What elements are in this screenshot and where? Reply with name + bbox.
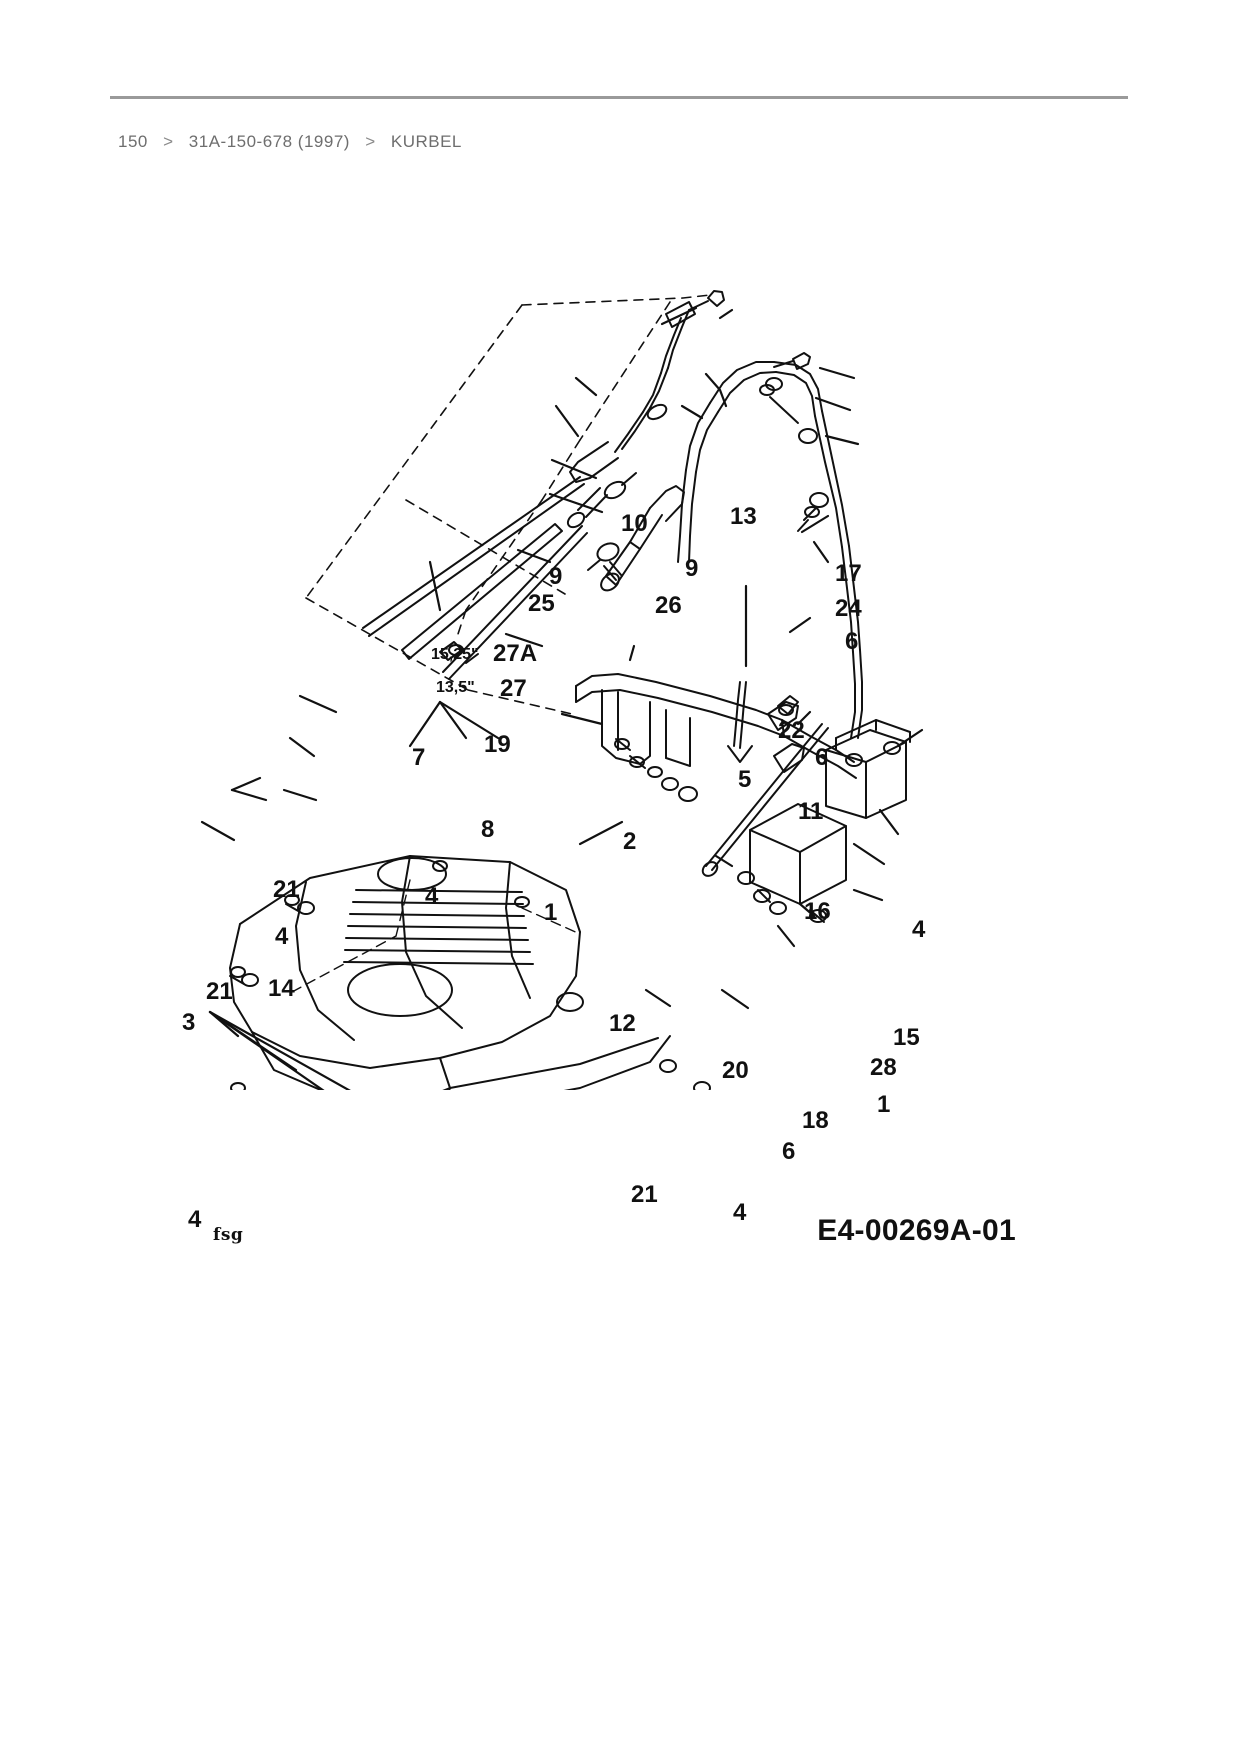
callout-1[interactable]: 1 (877, 1091, 891, 1118)
callout-15[interactable]: 15 (893, 1024, 920, 1051)
callout-4[interactable]: 4 (425, 883, 439, 910)
callout-14[interactable]: 14 (268, 975, 295, 1002)
callout-4[interactable]: 4 (733, 1199, 747, 1226)
callout-1525[interactable]: 15,25" (431, 646, 479, 663)
callout-28[interactable]: 28 (870, 1054, 897, 1081)
callout-25[interactable]: 25 (528, 590, 555, 617)
callout-24[interactable]: 24 (835, 595, 862, 622)
callout-21[interactable]: 21 (631, 1181, 658, 1208)
callout-2[interactable]: 2 (623, 828, 637, 855)
callout-18[interactable]: 18 (802, 1107, 829, 1134)
callout-19[interactable]: 19 (484, 731, 511, 758)
breadcrumb-section[interactable]: 150 (118, 132, 148, 151)
exploded-view-illustration (110, 190, 1128, 1090)
callout-1[interactable]: 1 (544, 899, 558, 926)
callout-4[interactable]: 4 (188, 1206, 202, 1233)
breadcrumb-model[interactable]: 31A-150-678 (1997) (188, 132, 350, 151)
callout-7[interactable]: 7 (412, 744, 426, 771)
callout-26[interactable]: 26 (655, 592, 682, 619)
breadcrumb-separator-1: > (163, 132, 174, 151)
callout-27A[interactable]: 27A (493, 640, 538, 667)
callout-3[interactable]: 3 (182, 1009, 196, 1036)
callout-27[interactable]: 27 (500, 675, 527, 702)
callout-21[interactable]: 21 (206, 978, 233, 1005)
callout-21[interactable]: 21 (273, 876, 300, 903)
callout-12[interactable]: 12 (609, 1010, 636, 1037)
callout-20[interactable]: 20 (722, 1057, 749, 1084)
breadcrumb-assembly[interactable]: KURBEL (390, 132, 462, 151)
callout-4[interactable]: 4 (275, 923, 289, 950)
callout-5[interactable]: 5 (738, 766, 752, 793)
callout-135[interactable]: 13,5" (436, 679, 475, 696)
breadcrumb-separator-2: > (365, 132, 376, 151)
parts-diagram (110, 190, 1128, 1247)
callout-17[interactable]: 17 (835, 560, 862, 587)
callout-4[interactable]: 4 (912, 916, 926, 943)
callout-6[interactable]: 6 (782, 1138, 796, 1165)
callout-10[interactable]: 10 (621, 510, 648, 537)
header-divider (110, 96, 1128, 99)
callout-11[interactable]: 11 (798, 798, 824, 825)
callout-16[interactable]: 16 (804, 898, 831, 925)
breadcrumb (118, 132, 462, 152)
callout-8[interactable]: 8 (481, 816, 495, 843)
fsg-watermark: fsg (213, 1225, 244, 1245)
callout-9[interactable]: 9 (549, 563, 563, 590)
callout-9[interactable]: 9 (685, 555, 699, 582)
callout-6[interactable]: 6 (815, 744, 829, 771)
callout-13[interactable]: 13 (730, 503, 757, 530)
callout-6[interactable]: 6 (845, 628, 859, 655)
callout-22[interactable]: 22 (778, 717, 805, 744)
drawing-number: E4-00269A-01 (817, 1214, 1016, 1247)
